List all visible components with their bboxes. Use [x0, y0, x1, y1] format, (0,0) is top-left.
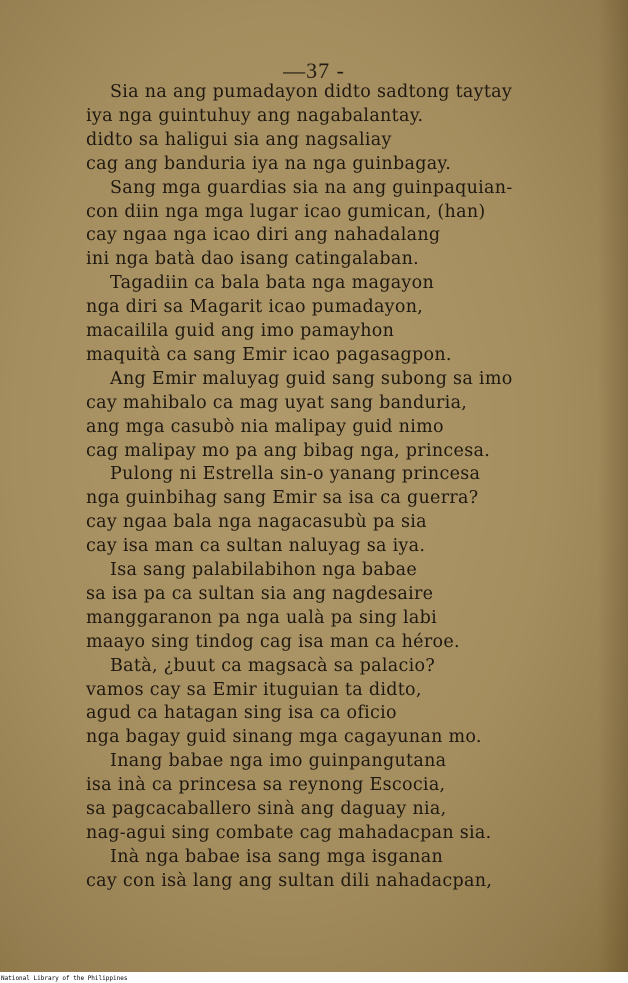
text-line: cay mahibalo ca mag uyat sang banduria,	[86, 392, 468, 413]
text-line: ang mga casubò nia malipay guid nimo	[86, 416, 444, 437]
text-line: con diin nga mga lugar icao gumican, (han)	[86, 201, 486, 222]
page-number: —37 -	[283, 58, 345, 83]
text-line: manggaranon pa nga ualà pa sing labi	[86, 607, 437, 628]
text-line: Tagadiin ca bala bata nga magayon	[110, 273, 435, 294]
text-line: macailila guid ang imo pamayhon	[86, 321, 395, 341]
text-line: cay ngaa bala nga nagacasubù pa sia	[86, 512, 427, 533]
text-line: Sia na ang pumadayon didto sadtong taytay	[110, 82, 513, 102]
text-line: agud ca hatagan sing isa ca oficio	[86, 703, 397, 724]
library-credit: National Library of the Philippines	[1, 975, 128, 982]
text-line: cag ang banduria iya na nga guinbagay.	[86, 153, 452, 174]
text-line: maayo sing tindog cag isa man ca héroe.	[86, 631, 460, 652]
text-line: sa isa pa ca sultan sia ang nagdesaire	[86, 583, 434, 604]
text-line: maquità ca sang Emir icao pagasagpon.	[86, 344, 452, 365]
text-line: nag-agui sing combate cag mahadacpan sia.	[86, 822, 492, 843]
text-line: nga diri sa Magarit icao pumadayon,	[86, 297, 424, 318]
text-line: ini nga batà dao isang catingalaban.	[86, 249, 420, 270]
text-line: cay con isà lang ang sultan dili nahadacpan,	[86, 870, 493, 891]
text-line: cay ngaa nga icao diri ang nahadalang	[86, 225, 441, 246]
text-line: cay isa man ca sultan naluyag sa iya.	[86, 536, 426, 557]
text-line: nga bagay guid sinang mga cagayunan mo.	[86, 727, 482, 748]
text-line: cag malipay mo pa ang bibag nga, princesa.	[86, 440, 491, 461]
text-line: Inang babae nga imo guinpangutana	[110, 751, 447, 772]
text-line: didto sa haligui sia ang nagsaliay	[86, 129, 392, 150]
text-line: nga guinbihag sang Emir sa isa ca guerra?	[86, 488, 479, 509]
text-line: vamos cay sa Emir ituguian ta didto,	[86, 679, 422, 700]
text-line: iya nga guintuhuy ang nagabalantay.	[86, 105, 424, 126]
text-line: Batà, ¿buut ca magsacà sa palacio?	[110, 655, 436, 676]
text-line: Ang Emir maluyag guid sang subong sa imo	[110, 368, 513, 389]
text-line: Inà nga babae isa sang mga isganan	[110, 846, 444, 867]
text-line: isa inà ca princesa sa reynong Escocia,	[86, 775, 446, 796]
text-line: Pulong ni Estrella sin-o yanang princesa	[110, 464, 481, 485]
text-line: Sang mga guardias sia na ang guinpaquian-	[110, 177, 513, 198]
text-line: Isa sang palabilabihon nga babae	[110, 560, 417, 580]
text-line: sa pagcacaballero sinà ang daguay nia,	[86, 799, 447, 819]
